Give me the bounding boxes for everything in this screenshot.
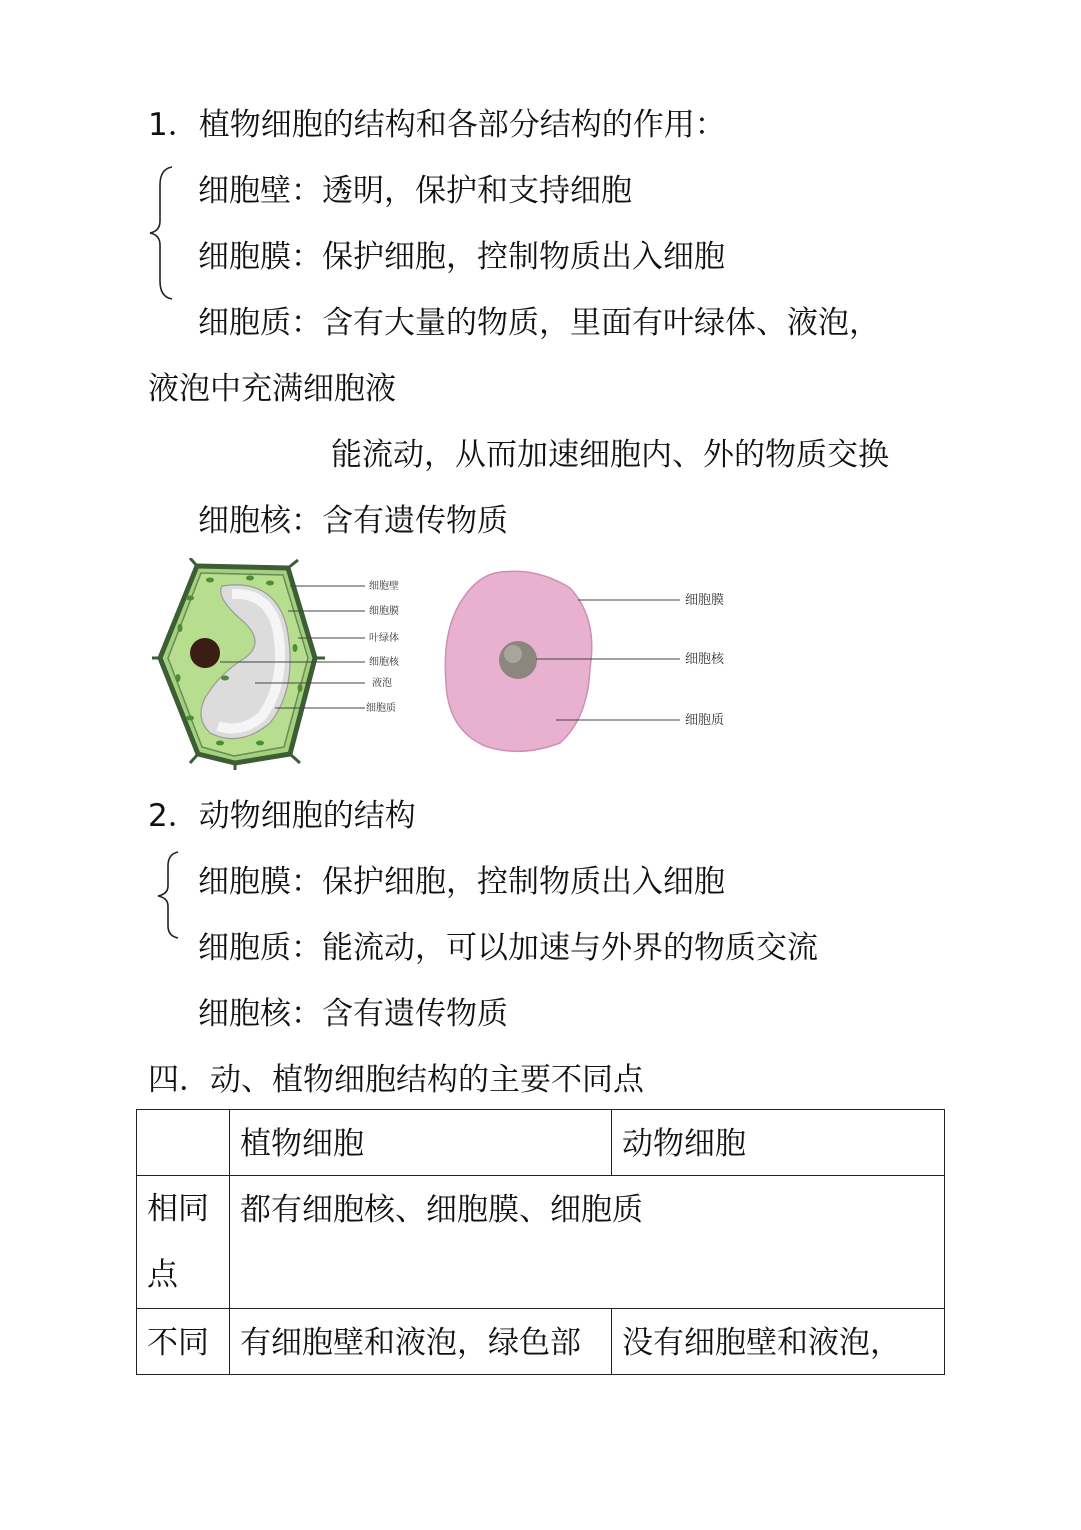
left-brace — [146, 165, 176, 301]
table-header-row — [137, 1110, 945, 1176]
diff-animal-cell: 没有细胞壁和液泡， — [612, 1309, 945, 1375]
section-1-heading: 1．植物细胞的结构和各部分结构的作用： — [148, 107, 726, 143]
animal-nucleus-text: 细胞核：含有遗传物质 — [198, 996, 508, 1032]
cell-wall-text: 细胞壁：透明，保护和支持细胞 — [198, 173, 632, 209]
left-brace-2 — [154, 850, 182, 940]
table-row-same — [137, 1176, 945, 1309]
plant-label-vacuole: 液泡 — [372, 678, 392, 689]
plant-label-nucleus: 细胞核 — [369, 657, 399, 668]
animal-cell-illustration — [445, 571, 680, 751]
cytoplasm-flow-text: 能流动，从而加速细胞内、外的物质交换 — [331, 437, 889, 473]
diff-label-cell: 不同 — [137, 1309, 230, 1375]
animal-cytoplasm-text: 细胞质：能流动，可以加速与外界的物质交流 — [198, 930, 818, 966]
animal-label-cytoplasm: 细胞质 — [685, 713, 725, 728]
cell-diagram — [150, 558, 760, 773]
nucleus-text: 细胞核：含有遗传物质 — [198, 503, 508, 539]
same-label-cell: 相同点 — [137, 1176, 230, 1309]
diff-plant-cell: 有细胞壁和液泡，绿色部 — [230, 1309, 612, 1375]
section-4-heading: 四．动、植物细胞结构的主要不同点 — [148, 1062, 644, 1098]
same-value-cell: 都有细胞核、细胞膜、细胞质 — [230, 1176, 945, 1309]
section-2-heading: 2．动物细胞的结构 — [148, 798, 416, 834]
cytoplasm-text: 细胞质：含有大量的物质，里面有叶绿体、液泡， — [198, 305, 880, 341]
comparison-table — [136, 1109, 945, 1375]
table-row-diff — [137, 1309, 945, 1375]
animal-label-nucleus: 细胞核 — [685, 652, 725, 667]
plant-label-cytoplasm: 细胞质 — [366, 703, 396, 714]
cell-membrane-text: 细胞膜：保护细胞，控制物质出入细胞 — [198, 239, 725, 275]
table-header-empty — [137, 1110, 230, 1176]
animal-membrane-text: 细胞膜：保护细胞，控制物质出入细胞 — [198, 864, 725, 900]
plant-cell-illustration — [152, 558, 365, 770]
plant-label-membrane: 细胞膜 — [369, 606, 399, 617]
animal-label-membrane: 细胞膜 — [685, 593, 725, 608]
cytoplasm-text-cont: 液泡中充满细胞液 — [148, 371, 396, 407]
table-header-animal: 动物细胞 — [612, 1110, 945, 1176]
plant-label-chloroplast: 叶绿体 — [369, 633, 399, 644]
plant-label-wall: 细胞壁 — [369, 581, 399, 592]
table-header-plant: 植物细胞 — [230, 1110, 612, 1176]
